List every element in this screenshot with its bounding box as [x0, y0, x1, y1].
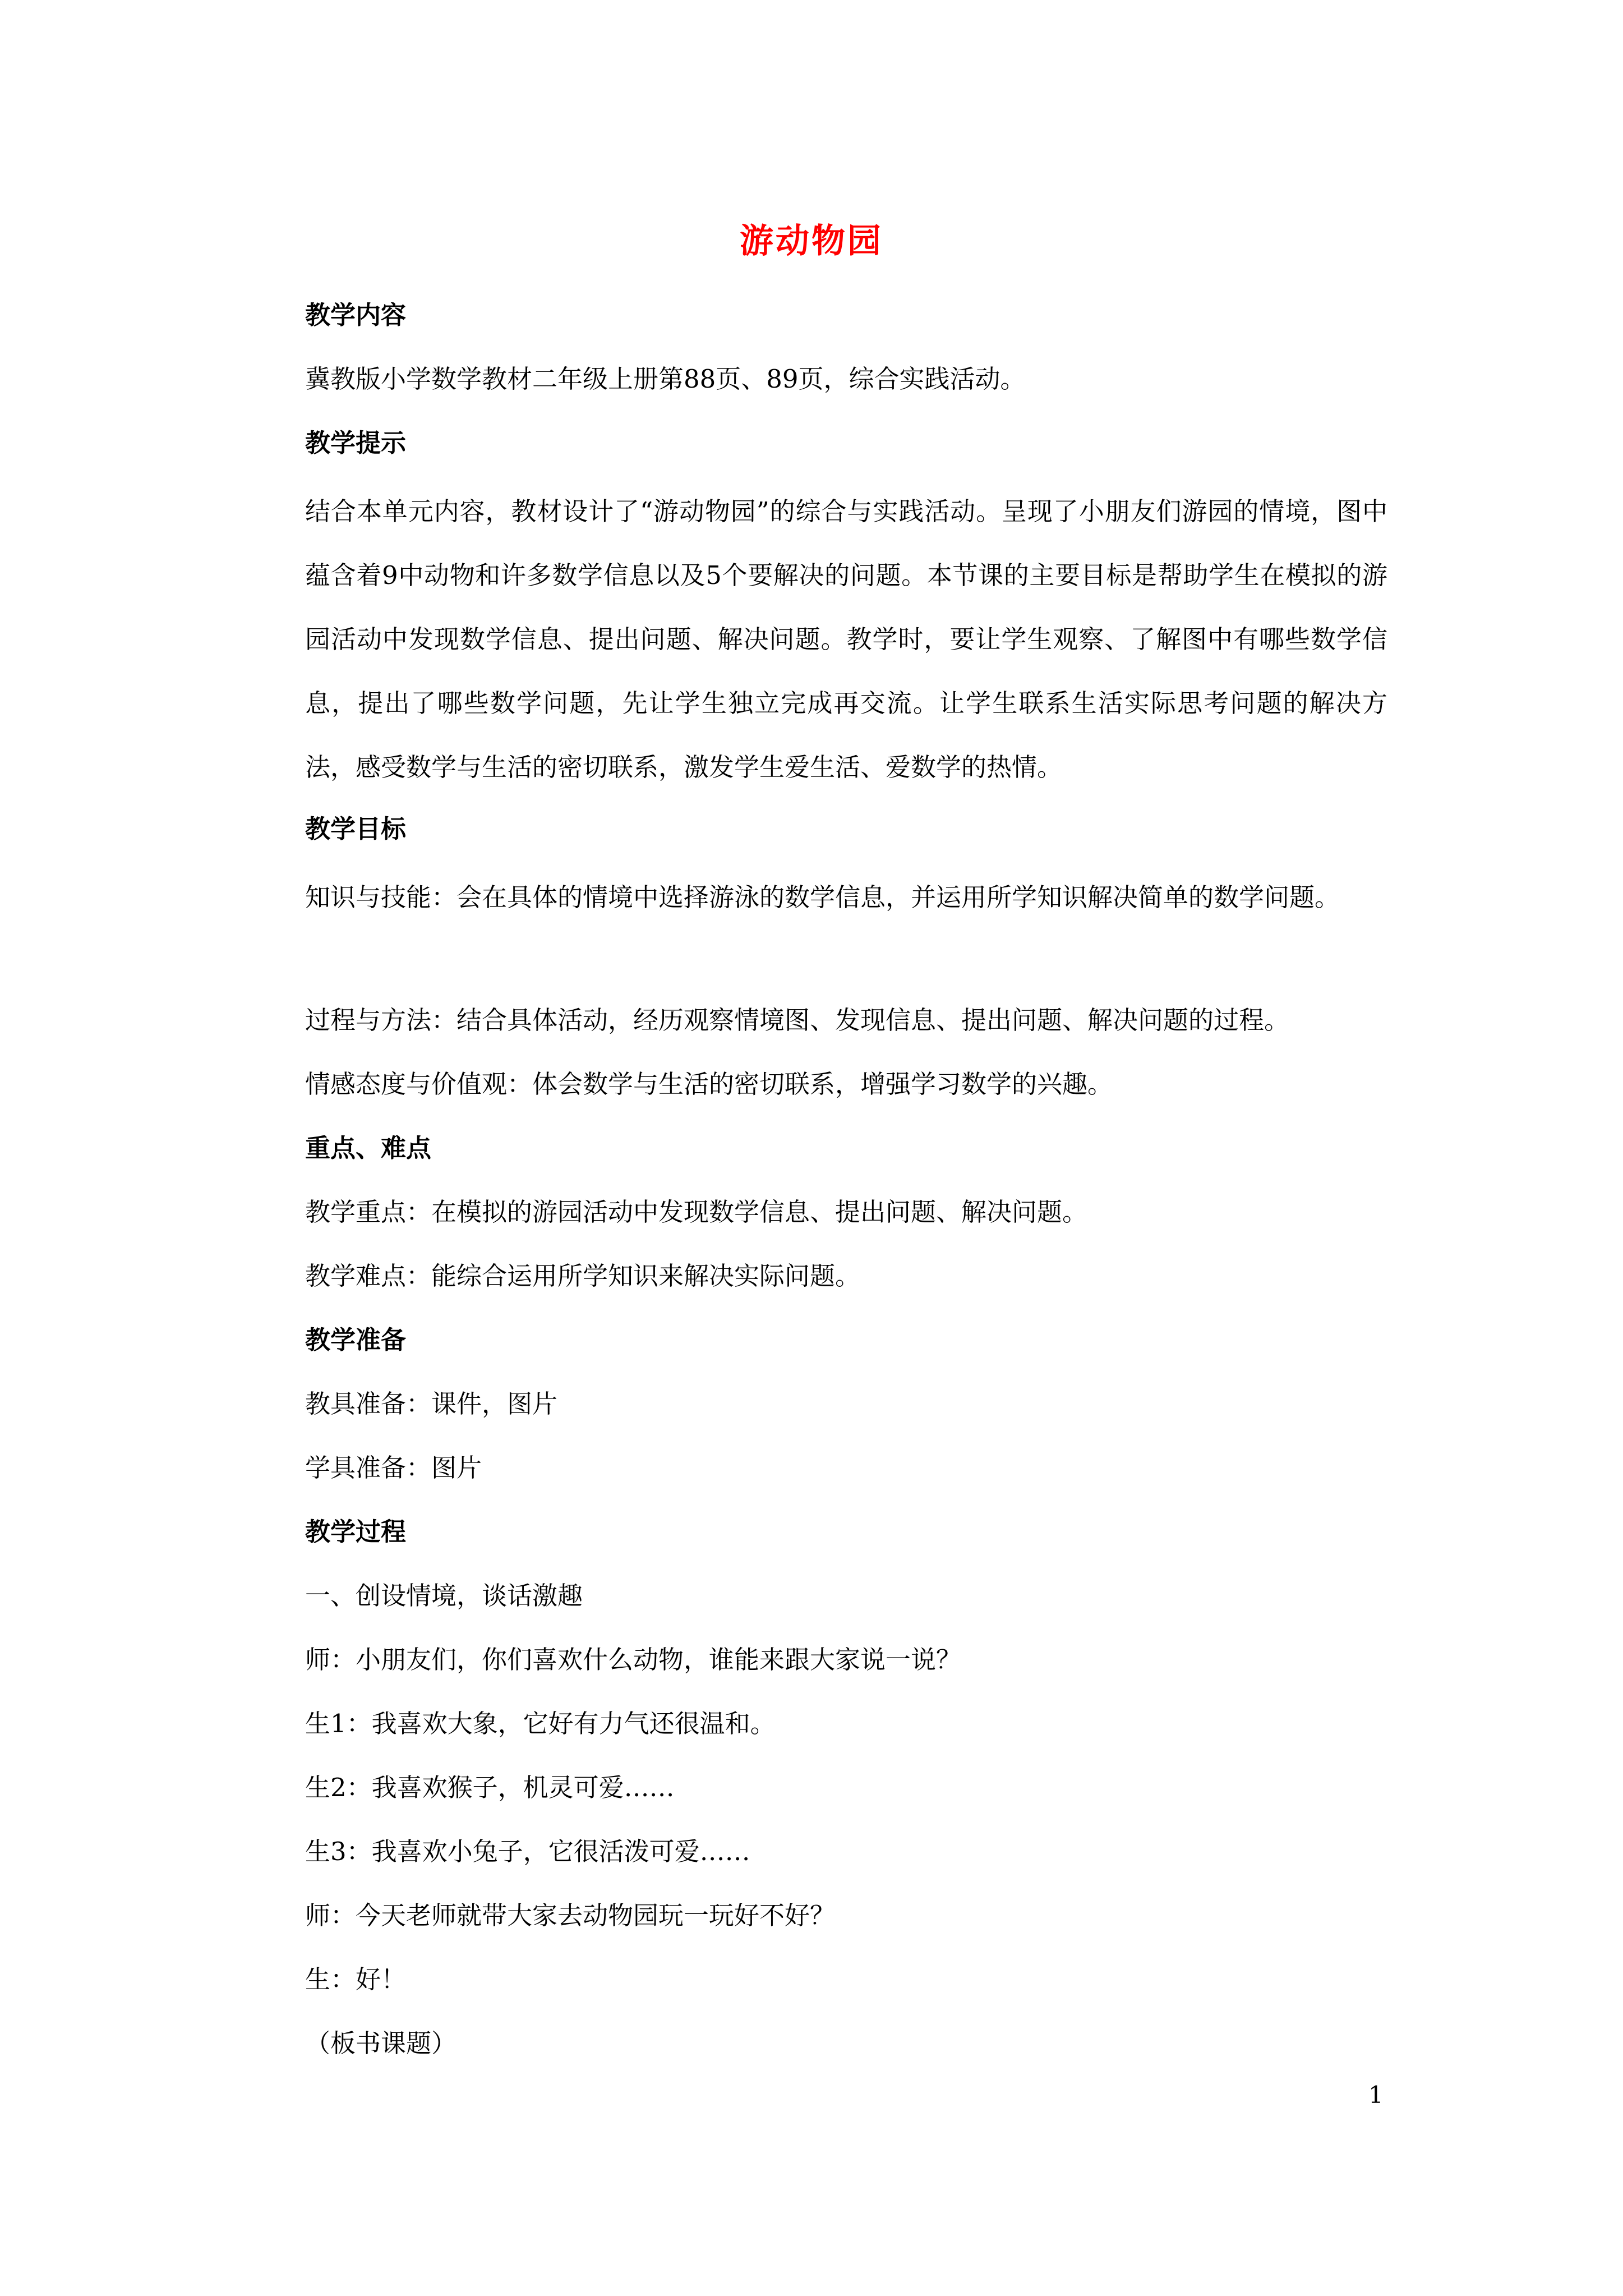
heading-teaching-process: 教学过程 — [305, 1517, 407, 1547]
heading-key-difficult: 重点、难点 — [305, 1133, 432, 1163]
paragraph-step-one: 一、创设情境，谈话激趣 — [305, 1581, 583, 1611]
page-title: 游动物园 — [740, 222, 883, 261]
page-number: 1 — [1368, 2081, 1384, 2109]
paragraph-difficult-point: 教学难点：能综合运用所学知识来解决实际问题。 — [305, 1261, 861, 1291]
paragraph-attitude-values: 情感态度与价值观：体会数学与生活的密切联系，增强学习数学的兴趣。 — [305, 1069, 1113, 1099]
paragraph-teaching-tips: 结合本单元内容，教材设计了“游动物园”的综合与实践活动。呈现了小朋友们游园的情境，图中蕴含着9中动物和许多数学信息以及5个要解决的问题。本节课的主要目标是帮助学生在模拟的游园活动中发现数学信息、提出问题、解决问题。教学时，要让学生观察、了解图中有哪些数学信息，提出了哪些数学问题，先让学生独立完成再交流。让学生联系生活实际思考问题的解决方法，感受数学与生活的密切联系，激发学生爱生活、爱数学的热情。 — [305, 496, 1387, 782]
heading-teaching-goals: 教学目标 — [305, 814, 407, 844]
dialogue-students-reply: 生：好！ — [305, 1964, 407, 1994]
paragraph-key-point: 教学重点：在模拟的游园活动中发现数学信息、提出问题、解决问题。 — [305, 1197, 1088, 1227]
paragraph-knowledge-skills: 知识与技能：会在具体的情境中选择游泳的数学信息，并运用所学知识解决简单的数学问题。 — [305, 882, 1340, 912]
dialogue-student-1: 生1：我喜欢大象，它好有力气还很温和。 — [305, 1709, 776, 1738]
paragraph-teacher-prep: 教具准备：课件，图片 — [305, 1389, 558, 1419]
paragraph-teaching-content: 冀教版小学数学教材二年级上册第88页、89页，综合实践活动。 — [305, 364, 1026, 394]
heading-teaching-tips: 教学提示 — [305, 428, 407, 458]
paragraph-process-method: 过程与方法：结合具体活动，经历观察情境图、发现信息、提出问题、解决问题的过程。 — [305, 1005, 1290, 1035]
heading-teaching-content: 教学内容 — [305, 300, 407, 330]
dialogue-teacher-1: 师：小朋友们，你们喜欢什么动物，谁能来跟大家说一说？ — [305, 1645, 962, 1674]
board-note: （板书课题） — [305, 2028, 457, 2058]
paragraph-student-prep: 学具准备：图片 — [305, 1453, 482, 1483]
heading-teaching-prep: 教学准备 — [305, 1325, 407, 1355]
dialogue-student-3: 生3：我喜欢小兔子，它很活泼可爱…… — [305, 1837, 750, 1866]
dialogue-teacher-2: 师：今天老师就带大家去动物园玩一玩好不好？ — [305, 1901, 836, 1930]
dialogue-student-2: 生2：我喜欢猴子，机灵可爱…… — [305, 1773, 675, 1802]
